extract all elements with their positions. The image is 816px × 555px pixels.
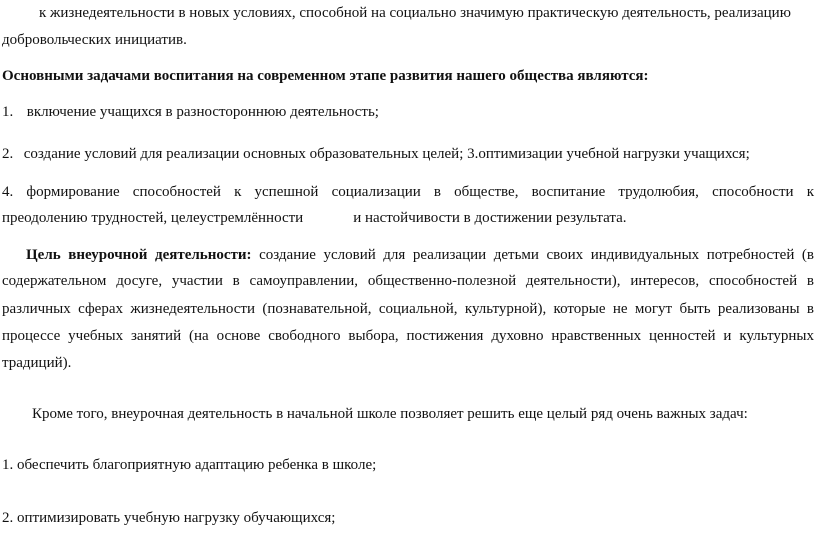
intro-line-2: добровольческих инициатив. (2, 32, 187, 48)
goal-line-3: различных сферах жизнедеятельности (познавательной, социальной, культурной), которые не могут быть реализованы в (2, 301, 814, 317)
intro-line-1: к жизнедеятельности в новых условиях, способной на социально значимую практическую деятельность, реализацию (39, 5, 791, 21)
task-item-2-text: создание условий для реализации основных образовательных целей; 3.оптимизации учебной нагрузки учащихся; (23, 146, 750, 162)
task-item-2 (2, 144, 750, 164)
task-item-4-text-b: и настойчивости в достижении результата. (353, 210, 627, 226)
task-item-4-line-1 (2, 182, 814, 202)
task-item-4-line-2 (2, 208, 627, 228)
extra-item-1: 1. обеспечить благоприятную адаптацию ребенка в школе; (2, 457, 377, 473)
tasks-heading: Основными задачами воспитания на современном этапе развития нашего общества являются: (2, 68, 649, 84)
extra-intro: Кроме того, внеурочная деятельность в начальной школе позволяет решить еще целый ряд очень важных задач: (32, 406, 748, 422)
goal-line-2: содержательном досуге, участии в самоуправлении, общественно-полезной деятельности), интересов, способностей в (2, 273, 814, 289)
goal-text-1: создание условий для реализации детьми своих индивидуальных потребностей (в (259, 247, 814, 263)
task-item-1-number: 1. (2, 104, 14, 120)
goal-line-5: традиций). (2, 355, 72, 371)
goal-line-4: процессе учебных занятий (на основе свободного выбора, постижения духовно нравственных ценностей и культурных (2, 328, 814, 344)
goal-line-1 (26, 245, 814, 265)
task-item-1 (2, 102, 379, 122)
task-item-1-text: включение учащихся в разностороннюю деятельность; (26, 104, 379, 120)
extra-item-2: 2. оптимизировать учебную нагрузку обучающихся; (2, 510, 336, 526)
task-item-4-number: 4. (2, 184, 14, 200)
task-item-4-text-a: преодолению трудностей, целеустремлённости (2, 210, 304, 226)
goal-label: Цель внеурочной деятельности: (26, 247, 252, 263)
task-item-2-number: 2. (2, 146, 14, 162)
task-item-4-text: формирование способностей к успешной социализации в обществе, воспитание трудолюбия, способности к (26, 184, 814, 200)
